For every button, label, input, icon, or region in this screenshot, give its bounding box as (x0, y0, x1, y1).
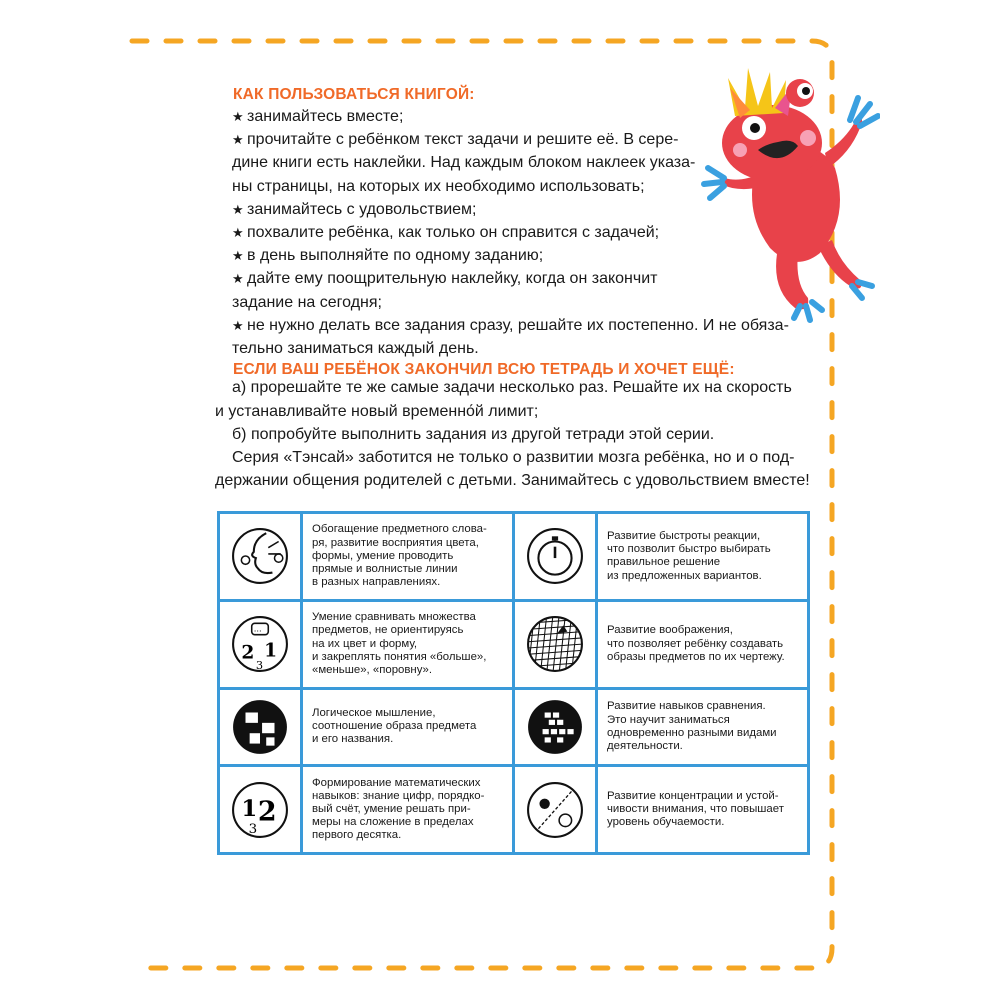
star-icon: ★ (232, 201, 244, 217)
star-icon: ★ (232, 225, 244, 240)
skill-icon-cell (514, 688, 597, 766)
usage-line-text: дине книги есть наклейки. Над каждым блоком наклеек указа- (232, 154, 696, 172)
skill-text-cell (597, 688, 809, 766)
dots-line-icon (515, 781, 595, 839)
svg-text:3: 3 (248, 821, 258, 837)
skills-table (217, 511, 810, 855)
skill-icon-cell (514, 766, 597, 854)
monster-mascot-illustration (700, 58, 880, 328)
skills-row (219, 600, 809, 688)
grid-drawing-icon (515, 615, 595, 673)
star-icon: ★ (232, 109, 244, 124)
skill-text-cell (302, 766, 514, 854)
skill-text-cell (597, 766, 809, 854)
usage-line-text: тельно заниматься каждый день. (232, 340, 479, 357)
skill-icon-cell (514, 600, 597, 688)
usage-line-text: прочитайте с ребёнком текст задачи и решите её. В сере- (247, 131, 679, 149)
star-icon: ★ (232, 317, 244, 333)
skills-row (219, 688, 809, 766)
usage-line (232, 152, 695, 174)
skill-description: Умение сравнивать множества предметов, не ориентируясь на их цвет и форму, и закреплять понятия «больше», «меньше», «поровну». (312, 611, 487, 676)
advice-line: б) попробуйте выполнить задания из другой тетради этой серии. (232, 426, 715, 443)
skill-icon-cell (219, 513, 302, 601)
skill-text-cell (597, 513, 809, 601)
advice-line: Серия «Тэнсай» заботится не только о развитии мозга ребёнка, но и о под- (232, 449, 795, 466)
skill-description: Развитие концентрации и устой- чивости внимания, что повышает уровень обучаемости. (607, 789, 784, 829)
usage-line (232, 245, 543, 267)
svg-text:2: 2 (257, 795, 277, 827)
usage-line-text: дайте ему поощрительную наклейку, когда он закончит (247, 270, 658, 288)
numbers-123-icon (220, 781, 300, 839)
puzzle-pieces-icon (220, 698, 300, 756)
numbers-dots-icon (220, 615, 300, 673)
star-icon: ★ (232, 132, 244, 148)
star-icon: ★ (232, 271, 244, 287)
svg-text:3: 3 (255, 658, 264, 673)
skill-description: Обогащение предметного слова- ря, развитие восприятия цвета, формы, умение проводить прямые и волнистые линии в разных направлениях. (312, 523, 487, 589)
usage-line-text: в день выполняйте по одному заданию; (247, 247, 544, 265)
face-profile-icon (220, 527, 300, 585)
advice-line: держании общения родителей с детьми. Занимайтесь с удовольствием вместе! (215, 472, 810, 489)
usage-line (232, 129, 678, 151)
usage-line (232, 222, 659, 244)
usage-line-text: не нужно делать все задания сразу, решайте их постепенно. И не обяза- (247, 316, 789, 334)
skill-description: Логическое мышление, соотношение образа предмета и его названия. (312, 707, 477, 746)
usage-line (232, 199, 476, 221)
usage-line (232, 176, 645, 198)
skills-row (219, 513, 809, 601)
star-icon: ★ (232, 248, 244, 264)
usage-line (232, 106, 403, 128)
usage-line (232, 268, 657, 290)
svg-text:2: 2 (241, 641, 255, 664)
advice-line: и устанавливайте новый временно́й лимит; (215, 403, 539, 420)
heading-if-finished: ЕСЛИ ВАШ РЕБЁНОК ЗАКОНЧИЛ ВСЮ ТЕТРАДЬ И ХОЧЕТ ЕЩЁ: (233, 361, 735, 378)
skill-description: Развитие быстроты реакции, что позволит быстро выбирать правильное решение из предложенных вариантов. (607, 529, 771, 582)
usage-line-text: занимайтесь с удовольствием; (247, 200, 477, 218)
skill-icon-cell (219, 766, 302, 854)
skill-description: Развитие воображения, что позволяет ребёнку создавать образы предметов по их чертежу. (607, 624, 785, 663)
skill-text-cell (302, 688, 514, 766)
heading-how-to-use: КАК ПОЛЬЗОВАТЬСЯ КНИГОЙ: (233, 86, 475, 103)
block-pattern-icon (515, 698, 595, 756)
skill-text-cell (302, 513, 514, 601)
advice-line: а) прорешайте те же самые задачи несколько раз. Решайте их на скорость (232, 379, 792, 396)
skill-icon-cell (219, 600, 302, 688)
skill-icon-cell (514, 513, 597, 601)
svg-text:1: 1 (264, 639, 278, 662)
stopwatch-icon (515, 527, 595, 585)
skill-text-cell (597, 600, 809, 688)
usage-line-text: ны страницы, на которых их необходимо использовать; (232, 177, 645, 195)
skill-icon-cell (219, 688, 302, 766)
skills-row (219, 766, 809, 854)
usage-line (232, 315, 789, 337)
usage-line (232, 338, 479, 360)
usage-line (232, 292, 382, 314)
svg-text:1: 1 (241, 795, 258, 822)
usage-line-text: занимайтесь вместе; (247, 108, 404, 125)
usage-line-text: задание на сегодня; (232, 293, 382, 311)
usage-line-text: похвалите ребёнка, как только он справится с задачей; (247, 224, 660, 241)
skill-description: Формирование математических навыков: знание цифр, порядко- вый счёт, умение решать при- меры на сложение в пределах первого десятка. (312, 776, 485, 842)
svg-text:...: ... (253, 623, 262, 634)
skill-description: Развитие навыков сравнения. Это научит заниматься одновременно разными видами деятельности. (607, 700, 777, 753)
skill-text-cell (302, 600, 514, 688)
